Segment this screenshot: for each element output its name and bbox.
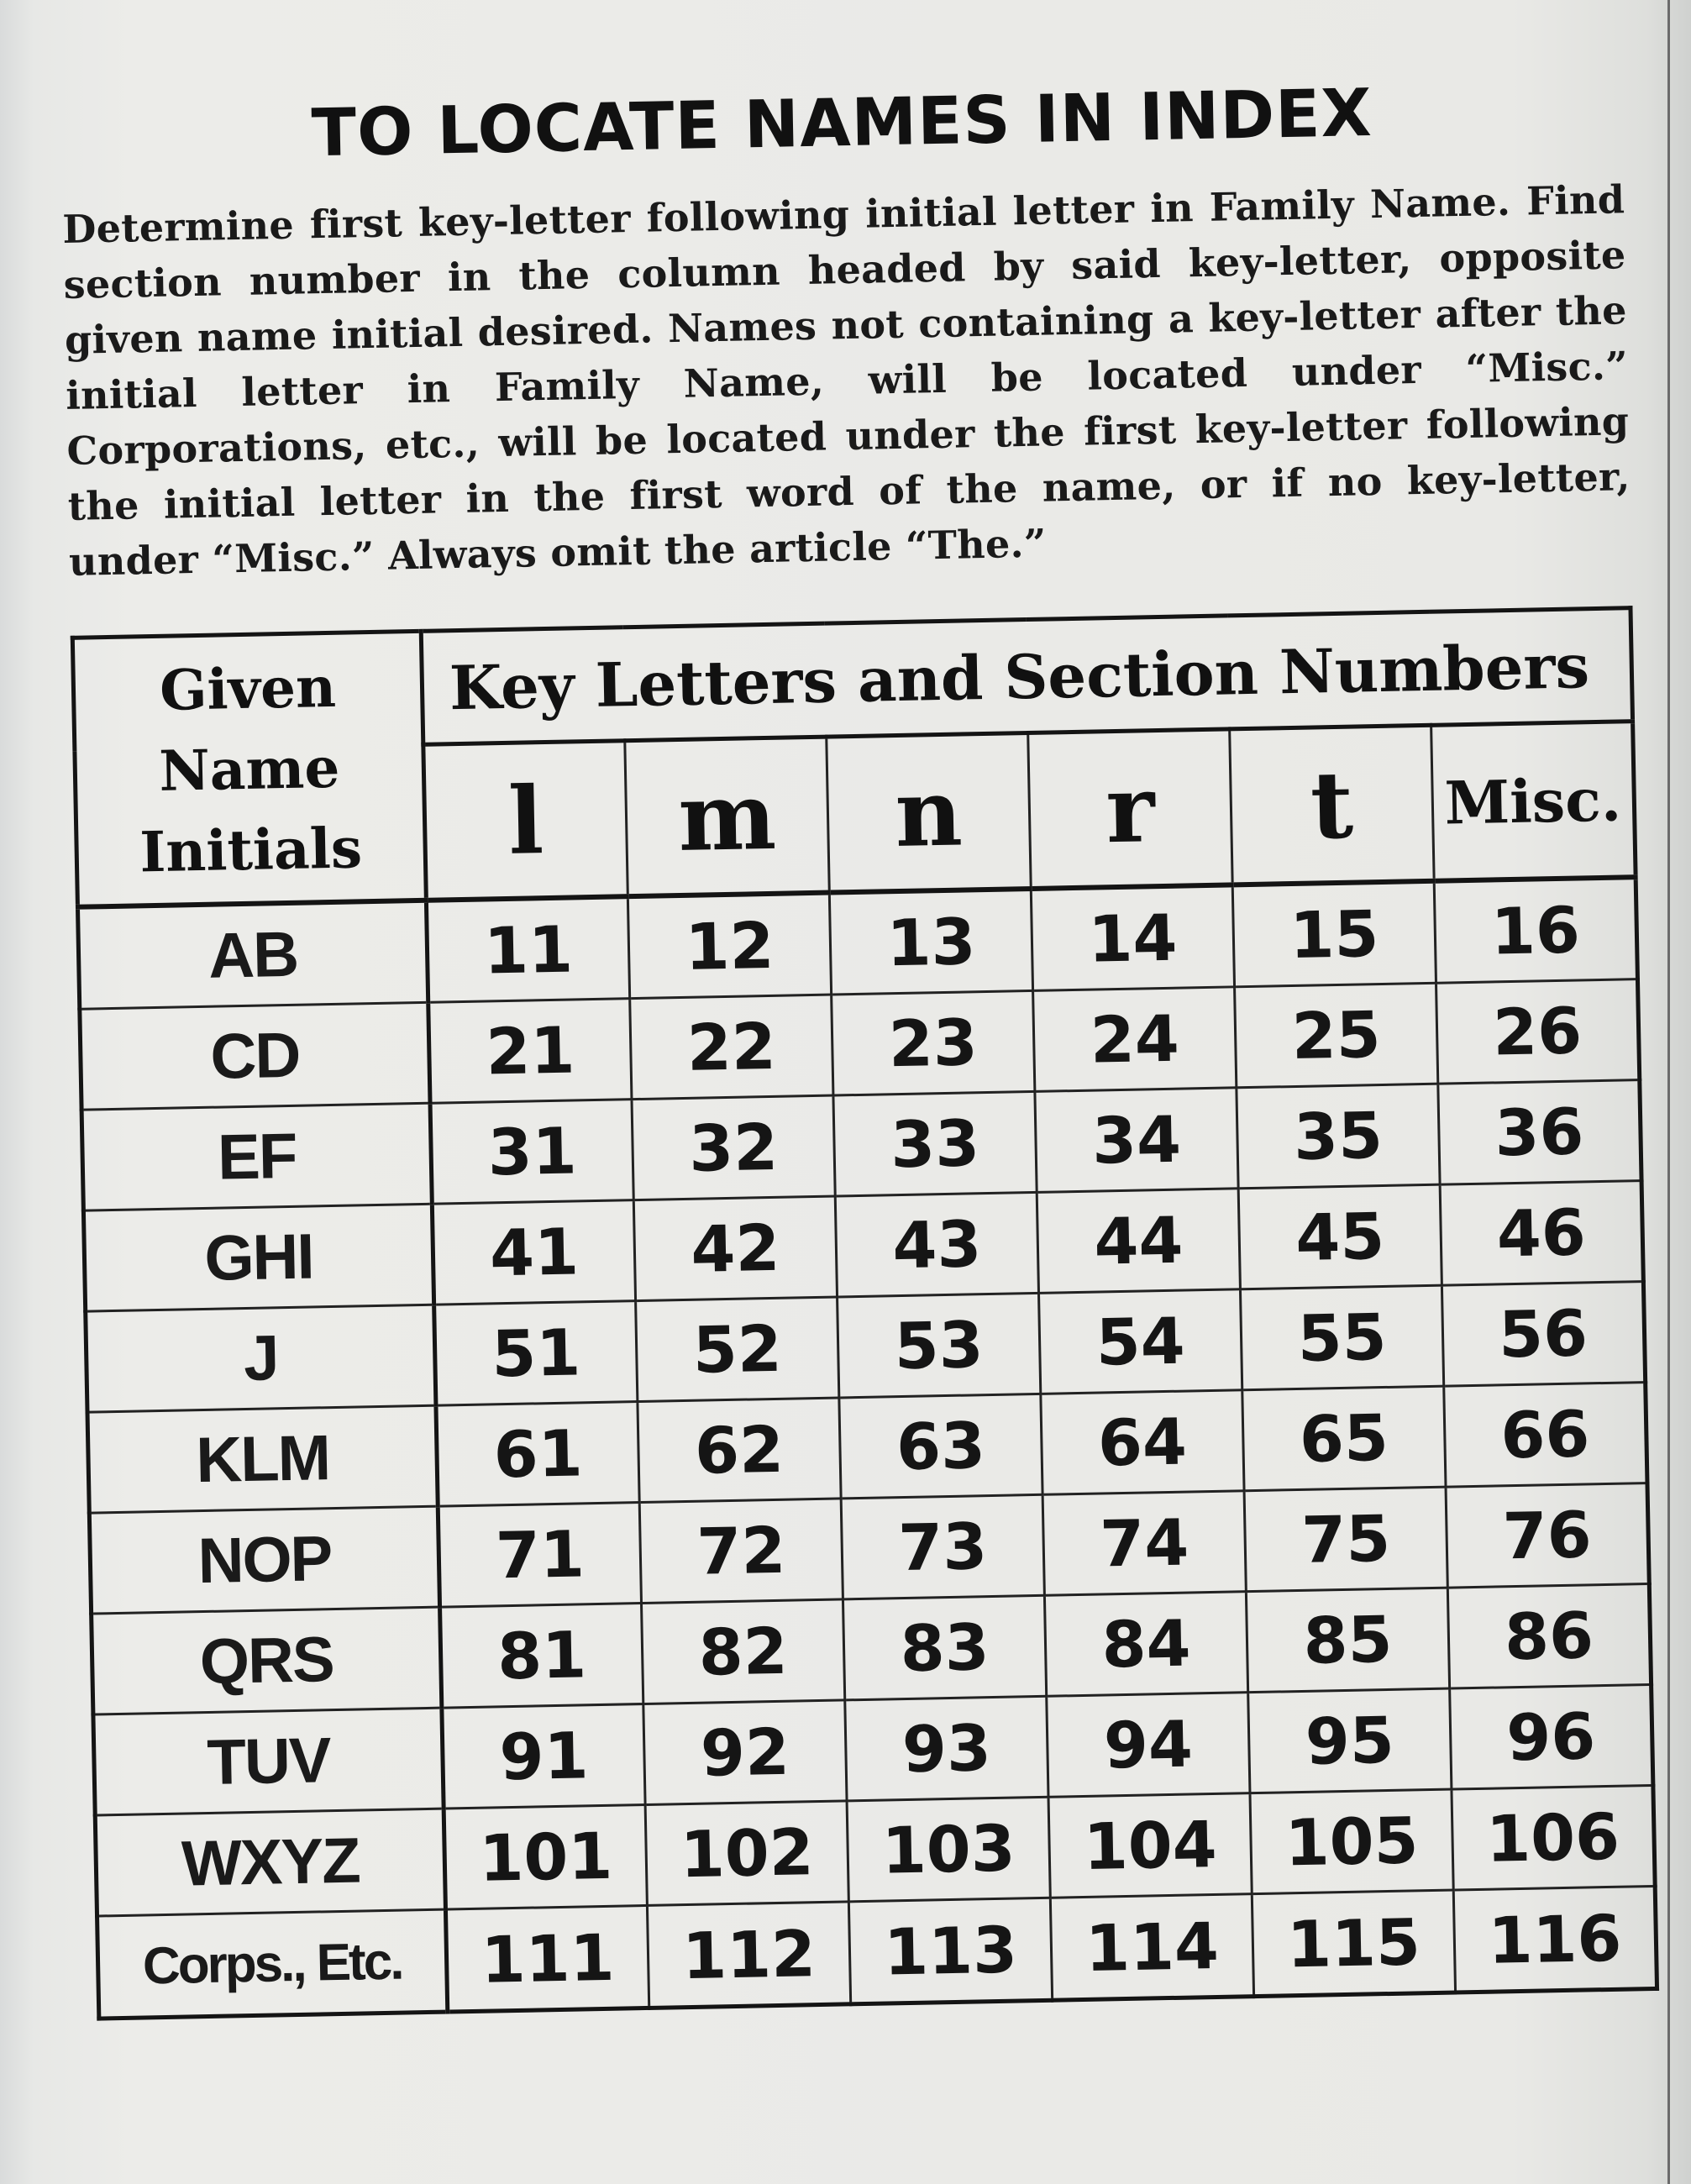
section-number: 101 — [444, 1804, 647, 1909]
row-initials: AB — [77, 900, 428, 1009]
section-number: 31 — [430, 1100, 633, 1205]
section-number: 106 — [1452, 1785, 1655, 1890]
section-number: 15 — [1232, 881, 1436, 987]
section-number: 116 — [1453, 1886, 1657, 1992]
given-name-initials-header — [72, 631, 426, 906]
section-number: 86 — [1447, 1583, 1651, 1688]
section-number: 81 — [440, 1604, 643, 1709]
row-initials: NOP — [89, 1506, 439, 1614]
row-initials: GHI — [83, 1204, 433, 1311]
key-letter-header: m — [625, 737, 830, 896]
section-number: 22 — [630, 995, 833, 1100]
section-number: 72 — [639, 1499, 843, 1604]
section-number: 53 — [838, 1293, 1041, 1398]
row-initials: WXYZ — [95, 1809, 445, 1916]
key-letters-header: Key Letters and Section Numbers — [421, 608, 1632, 745]
section-number: 34 — [1035, 1088, 1238, 1193]
section-number: 93 — [845, 1696, 1048, 1801]
section-number: 105 — [1250, 1789, 1453, 1894]
row-initials: QRS — [92, 1607, 442, 1714]
key-letter-header: n — [827, 733, 1032, 893]
section-number: 24 — [1033, 987, 1237, 1092]
row-initials: EF — [81, 1103, 432, 1210]
section-number: 76 — [1446, 1483, 1649, 1588]
section-number: 23 — [832, 990, 1035, 1095]
given-header-line: Initials — [139, 814, 363, 885]
page-title: TO LOCATE NAMES IN INDEX — [311, 76, 1373, 172]
section-number: 21 — [428, 999, 632, 1104]
page-edge — [1667, 0, 1670, 2184]
section-number: 25 — [1235, 983, 1438, 1088]
section-number: 33 — [833, 1091, 1037, 1196]
section-number: 46 — [1440, 1181, 1643, 1286]
section-number: 14 — [1031, 885, 1234, 990]
section-number: 92 — [643, 1700, 847, 1805]
section-number: 102 — [645, 1801, 848, 1906]
section-number: 82 — [641, 1599, 844, 1704]
section-number: 84 — [1044, 1592, 1247, 1697]
section-number: 43 — [835, 1192, 1038, 1297]
row-initials: KLM — [87, 1405, 438, 1513]
section-number: 111 — [445, 1905, 649, 2012]
section-number: 94 — [1047, 1693, 1250, 1798]
section-number: 85 — [1246, 1588, 1449, 1693]
row-initials: Corps., Etc. — [97, 1909, 448, 2019]
section-number: 115 — [1252, 1890, 1455, 1997]
section-number: 74 — [1042, 1491, 1246, 1596]
section-number: 104 — [1048, 1793, 1252, 1898]
section-number: 91 — [442, 1704, 645, 1809]
given-header-line: Given — [159, 654, 337, 723]
section-number: 12 — [628, 893, 831, 999]
section-number: 51 — [434, 1301, 638, 1406]
section-number: 26 — [1436, 979, 1639, 1084]
section-number: 73 — [841, 1494, 1044, 1599]
section-number: 41 — [432, 1200, 635, 1305]
row-initials: CD — [80, 1002, 430, 1110]
section-number: 112 — [647, 1902, 850, 2008]
key-letter-header: r — [1028, 729, 1233, 889]
section-number: 75 — [1244, 1487, 1447, 1592]
section-number: 114 — [1050, 1894, 1253, 2001]
key-letter-header: Misc. — [1431, 722, 1636, 881]
section-number: 54 — [1038, 1289, 1242, 1394]
key-letter-header: t — [1230, 725, 1435, 885]
section-number: 64 — [1041, 1390, 1244, 1495]
section-number: 16 — [1434, 877, 1637, 983]
section-number: 42 — [633, 1196, 837, 1301]
section-number: 103 — [847, 1797, 1050, 1902]
section-number: 45 — [1238, 1184, 1442, 1289]
section-number: 96 — [1450, 1684, 1653, 1789]
section-number: 35 — [1237, 1084, 1440, 1189]
section-index-table — [71, 606, 1659, 2020]
section-number: 71 — [438, 1503, 641, 1608]
section-number: 65 — [1242, 1386, 1446, 1491]
section-number: 52 — [636, 1297, 839, 1402]
section-number: 95 — [1248, 1688, 1452, 1793]
section-number: 44 — [1037, 1189, 1240, 1294]
section-number: 36 — [1438, 1080, 1641, 1185]
section-number: 13 — [829, 889, 1032, 995]
section-number: 32 — [632, 1095, 835, 1200]
index-page — [59, 3, 1659, 2020]
row-initials: TUV — [93, 1708, 444, 1815]
section-number: 61 — [436, 1402, 639, 1507]
section-number: 113 — [848, 1898, 1052, 2004]
instructions-paragraph: Determine first key-letter following initial letter in Family Name. Find section number in the column headed by said key-letter, opposite given name initial desired. Names not containing a key-letter after the initial letter in Family Name, will be located under “Misc.” Corporations, etc., will be located under the first key-letter following the initial letter in the first word of the name, or if no key-letter, under “Misc.” Always omit the article “The.” — [61, 176, 1631, 585]
section-number: 66 — [1444, 1383, 1647, 1488]
given-header-line: Name — [158, 734, 341, 804]
section-number: 62 — [638, 1398, 841, 1503]
section-number: 83 — [843, 1595, 1046, 1700]
key-letter-header: l — [423, 741, 628, 900]
section-number: 55 — [1240, 1285, 1443, 1390]
row-initials: J — [86, 1305, 436, 1412]
section-number: 11 — [426, 896, 629, 1002]
section-number: 56 — [1442, 1282, 1645, 1387]
section-number: 63 — [839, 1394, 1042, 1499]
